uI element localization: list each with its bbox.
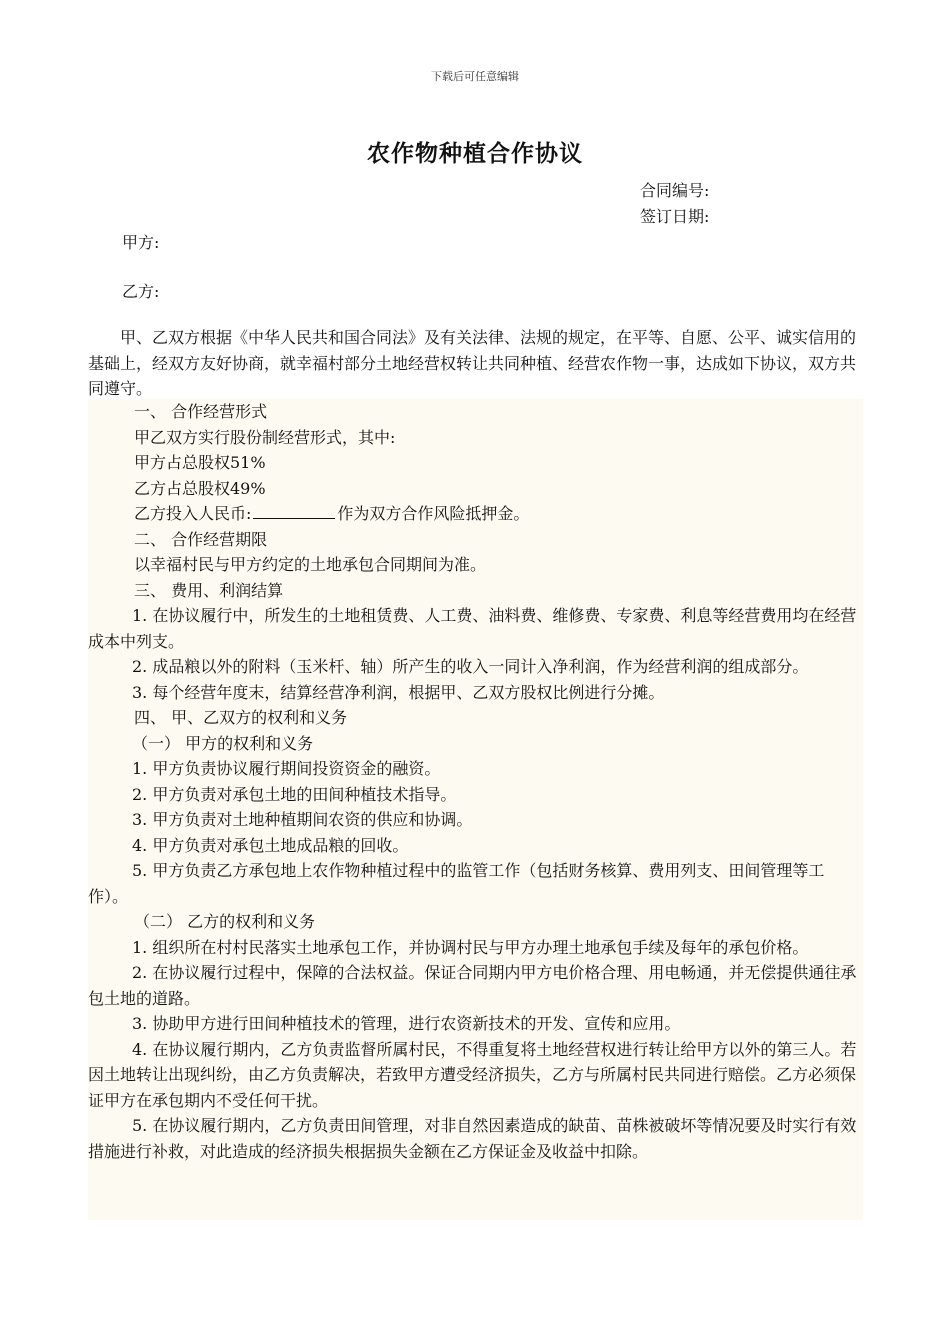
section-4b-para-5: 5. 在协议履行期内，乙方负责田间管理，对非自然因素造成的缺苗、苗株被破坏等情况要及时实行有效措施进行补救，对此造成的经济损失根据损失金额在乙方保证金及收益中扣除。 [88,1116,857,1161]
header-note: 下载后可任意编辑 [431,70,519,83]
party-a-label: 甲方: [122,233,160,252]
intro-paragraph: 甲、乙双方根据《中华人民共和国合同法》及有关法律、法规的规定，在平等、自愿、公平、诚实信用的基础上，经双方友好协商，就幸福村部分土地经营权转让共同种植、经营农作物一事，达成如下协议，双方共同遵守。 [88,328,857,398]
contract-number-label: 合同编号: [640,181,710,200]
section-1-para-1: 甲乙双方实行股份制经营形式，其中: [134,427,396,447]
agreement-clauses [88,399,863,1164]
section-4a-para-2: 2. 甲方负责对承包土地的田间种植技术指导。 [132,784,457,804]
section-1-para-4 [88,501,863,527]
section-4b-title: （二） 乙方的权利和义务 [134,912,316,931]
section-4b-para-2: 2. 在协议履行过程中，保障的合法权益。保证合同期内甲方电价格合理、用电畅通，并无偿提供通往承包土地的道路。 [88,963,857,1008]
section-4b-para-3: 3. 协助甲方进行田间种植技术的管理，进行农资新技术的开发、宣传和应用。 [132,1014,681,1033]
deposit-amount-blank [253,504,335,519]
section-3-para-1: 1. 在协议履行中，所发生的土地租赁费、人工费、油料费、维修费、专家费、利息等经营费用均在经营成本中列支。 [88,606,857,651]
sign-date-label: 签订日期: [640,207,710,226]
section-4a-para-1: 1. 甲方负责协议履行期间投资资金的融资。 [132,759,441,778]
section-4a-para-4: 4. 甲方负责对承包土地成品粮的回收。 [132,835,409,855]
section-3-title: 三、 费用、利润结算 [134,580,284,600]
document-title: 农作物种植合作协议 [367,141,583,167]
section-2-para-1: 以幸福村民与甲方约定的土地承包合同期间为准。 [134,555,487,574]
section-3-para-3: 3. 每个经营年度末，结算经营净利润，根据甲、乙双方股权比例进行分摊。 [132,682,665,702]
section-4b-para-4: 4. 在协议履行期内，乙方负责监督所属村民，不得重复将土地经营权进行转让给甲方以外的第三人。若因土地转让出现纠纷，由乙方负责解决，若致甲方遭受经济损失，乙方与所属村民共同进行赔偿。乙方必须保证甲方在承包期内不受任何干扰。 [88,1039,857,1110]
section-1-para-2: 甲方占总股权51% [134,453,266,472]
section-1-title: 一、 合作经营形式 [134,402,268,421]
section-4a-para-5: 5. 甲方负责乙方承包地上农作物种植过程中的监管工作（包括财务核算、费用列支、田间管理等工作）。 [88,861,825,906]
section-4a-title: （一） 甲方的权利和义务 [132,733,314,753]
deposit-label: 乙方投入人民币: [134,504,252,523]
section-4b-para-1: 1. 组织所在村村民落实土地承包工作，并协调村民与甲方办理土地承包手续及每年的承包价格。 [132,937,809,957]
section-1-para-3: 乙方占总股权49% [134,478,266,498]
party-b-label: 乙方: [122,282,160,301]
section-4-title: 四、 甲、乙双方的权利和义务 [134,708,348,727]
section-3-para-2: 2. 成品粮以外的附料（玉米杆、轴）所产生的收入一同计入净利润，作为经营利润的组成部分。 [132,657,809,676]
deposit-purpose: 作为双方合作风险抵押金。 [337,504,530,523]
section-4a-para-3: 3. 甲方负责对土地种植期间农资的供应和协调。 [132,810,473,829]
section-2-title: 二、 合作经营期限 [134,529,268,549]
